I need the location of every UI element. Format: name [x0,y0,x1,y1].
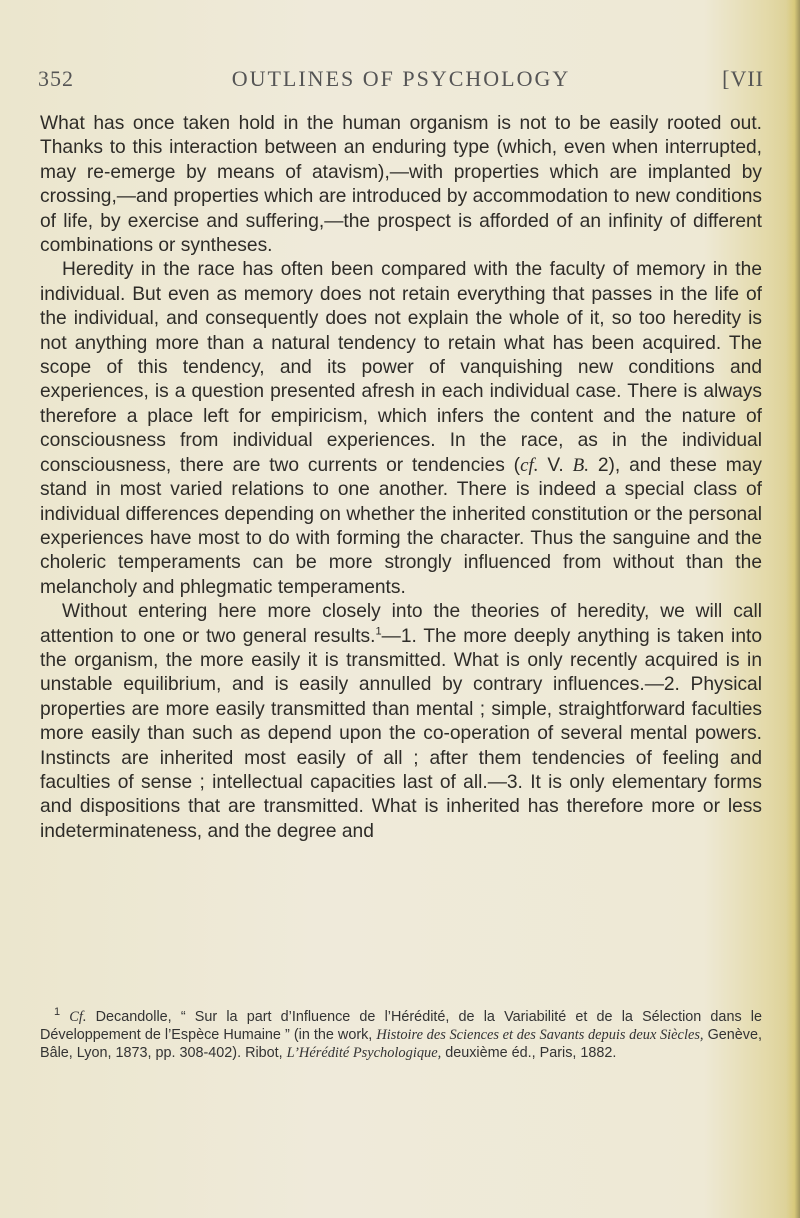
paragraph-text: Without entering here more closely into the theories of heredity, we will call attention to one or two general results. [40,601,762,647]
paragraph-text: 2), and these may stand in most varied relations to one another. There is indeed a special class of individual differences depending on whether the inherited constitution or the personal experiences have most to do with forming the character. Thus the sanguine and the choleric temperaments can be more strongly influenced from without than the melancholy and phlegmatic temperaments. [40,454,762,598]
footnote [40,1008,762,1062]
page-edge [786,0,800,1218]
cross-reference-part: B. [572,454,589,476]
cross-reference: V. [538,454,573,476]
footnote-work-title: Histoire des Sciences et des Savants depuis deux Siècles, [376,1027,704,1043]
cf-abbrev: cf. [520,454,539,476]
paragraph [40,258,762,600]
body-text [40,112,762,844]
footnote-cf: Cf. [69,1009,87,1025]
footnote-marker: 1 [54,1006,61,1019]
paragraph: What has once taken hold in the human organism is not to be easily rooted out. Thanks to this interaction between an enduring type (which, even when interrupted, may re-emerge by means of atavism),—with properties which are implanted by crossing,—and properties which are introduced by accommodation to new conditions of life, by exercise and suffering,—the prospect is afforded of an infinity of different combinations or syntheses. [40,113,762,257]
footnote-work-title: L’Hérédité Psychologique, [286,1045,442,1061]
footnote-ref: 1 [375,625,382,638]
footnote-text: deuxième éd., Paris, 1882. [441,1045,617,1061]
chapter-marker: [VII [722,66,764,91]
paragraph-text: —1. The more deeply anything is taken into the organism, the more easily it is transmitted. What is only recently acquired is in unstable equilibrium, and is easily annulled by contrary influences.—2. Physical properties are more easily transmitted than mental ; simple, straightforward faculties more easily than such as depend upon the co-operation of several mental powers. Instincts are inherited most easily of all ; after them tendencies of feeling and faculties of sense ; intellectual capacities last of all.—3. It is only elementary forms and dispositions that are transmitted. What is inherited has therefore more or less indeterminateness, and the degree and [40,625,762,842]
running-header [38,66,764,96]
page-number: 352 [38,66,74,91]
footnote-text: Genève, Bâle, Lyon, 1873, pp. 308-402). Ribot, [40,1027,762,1061]
paragraph [40,600,762,844]
paragraph-text: Heredity in the race has often been compared with the faculty of memory in the individual. But even as memory does not retain everything that passes in the life of the individual, and consequently does not explain the whole of it, so too heredity is not anything more than a natural tendency to retain what has been acquired. The scope of this tendency, and its power of vanquishing new conditions and experiences, is a question presented afresh in each individual case. There is always therefore a place left for empiricism, which infers the content and the nature of consciousness from individual experiences. In the race, as in the individual consciousness, there are two currents or tendencies ( [40,259,762,476]
running-title: OUTLINES OF PSYCHOLOGY [231,66,571,91]
footnotes [40,1008,762,1062]
footnote-text: Decandolle, “ Sur la part d’Influence de l’Hérédité, de la Variabilité et de la Sélection dans le Développement de l’Espèce Humaine ” (in the work, [40,1009,763,1043]
